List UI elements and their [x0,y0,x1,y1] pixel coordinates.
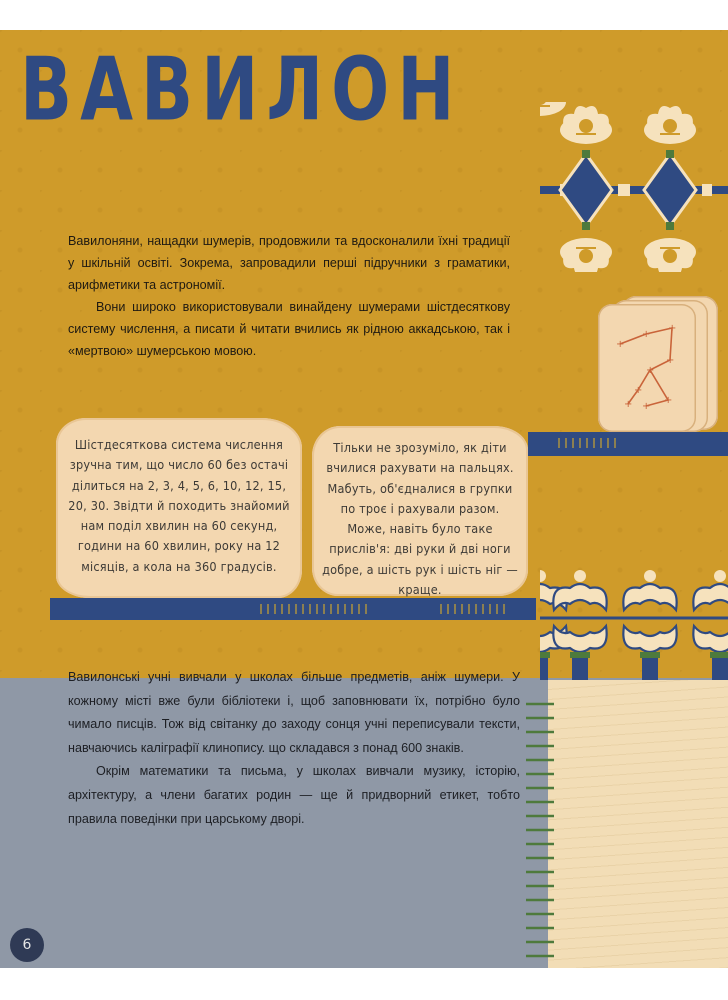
book-page [0,30,728,968]
svg-text:+: + [664,395,673,406]
svg-text:+: + [642,401,651,412]
intro-paragraph-1: Вавилоняни, нащадки шумерів, продовжили та вдосконалили їхні традиції у шкільній освіті. Зокрема, запровадили перші підручники з граматики, арифметики та астрономії. [68,234,510,292]
svg-text:+: + [642,329,651,340]
diamond-ornament-icon [540,102,728,272]
main-paragraph-2: Окрім математики та письма, у школах вивчали музику, історію, архітектуру, а члени багатих родин — ще й придворний етикет, тобто правила поведінки при царському дворі. [68,764,520,826]
svg-text:+: + [634,385,643,396]
intro-text [68,230,510,362]
main-paragraph-1: Вавилонські учні вивчали у школах більше предметів, аніж шумери. У кожному місті вже були бібліотеки і, щоб заповнювати їх, потрібно було чимало писців. Тож від світанку до заходу сонця учні переписували тексти, навчаючись каліграфії клинопису. що складався з понад 600 знаків. [68,670,520,755]
svg-text:+: + [666,355,675,366]
scroll-parchment [548,680,728,968]
constellation-icon [598,304,696,432]
clay-tablet-sexagesimal [56,418,302,598]
svg-text:+: + [646,365,655,376]
shelf-left [50,598,536,620]
main-text [68,666,520,831]
clay-tablet-stack [598,294,718,432]
clay-tablet-fingers [312,426,528,596]
intro-paragraph-2: Вони широко використовували винайдену шумерами шістдесяткову систему числення, а писати й читати вчились як рідною аккадською, так і «мертвою» шумерською мовою. [68,300,510,358]
tablet-text-fingers: Тільки не зрозуміло, як діти вчилися рахувати на пальцях. Мабуть, об'єдналися в групки по троє і рахували разом. Може, навіть було таке прислів'я: дві руки й дві ноги добре, а шість рук і шість ніг — краще. [322,440,518,598]
scroll-fringe-icon [520,700,560,968]
svg-text:+: + [668,323,677,334]
tablet-text-sexagesimal: Шістдесяткова система числення зручна тим, що число 60 без остачі ділиться на 2, 3, 4, 5, 6, 10, 12, 15, 20, 30. Звідти й походить знайомий нам поділ хвилин на 60 секунд, години на 60 хвилин, року на 12 місяців, а кола на 360 градусів. [68,437,290,574]
page-number: 6 [10,928,44,962]
shelf-right [528,432,728,456]
svg-text:+: + [624,399,633,410]
page-title: ВАВИЛОН [20,38,463,141]
palmette-ornament-icon [540,570,728,680]
svg-text:+: + [616,339,625,350]
